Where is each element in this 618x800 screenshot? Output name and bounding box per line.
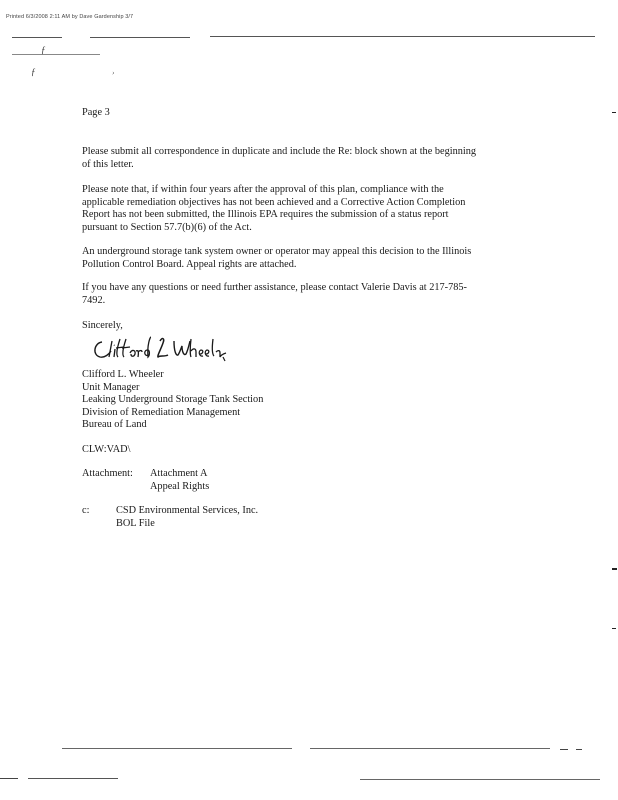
paragraph: [82, 282, 552, 307]
paragraph-line: Please submit all correspondence in duplicate and include the Re: block shown at the beginning: [82, 146, 477, 157]
attachment-item: Appeal Rights: [150, 480, 210, 492]
paragraph-line: applicable remediation objectives has not been achieved and a Corrective Action Completion: [82, 196, 466, 208]
paragraph-line: Pollution Control Board. Appeal rights are attached.: [82, 258, 297, 270]
scan-line-top-mid: [90, 37, 190, 38]
signatory-name: Clifford L. Wheeler: [82, 369, 164, 380]
scan-line-top-2: [12, 54, 100, 55]
attachment-list: [150, 468, 209, 493]
scan-line-bottom: [576, 749, 582, 750]
page-label: Page 3: [82, 107, 110, 118]
paragraph-line: An underground storage tank system owner or operator may appeal this decision to the Illinois: [82, 246, 472, 257]
fax-header: Printed 6/3/2008 2:11 AM by Dave Gardenship 3/7: [6, 14, 134, 20]
scan-line-bottom-2: [360, 779, 600, 780]
closing: Sincerely,: [82, 320, 123, 331]
paragraph: [82, 184, 552, 234]
cc-label: c:: [82, 505, 90, 516]
scan-line-top-left: [12, 37, 62, 38]
cc-list: [116, 505, 258, 530]
cc-item: BOL File: [116, 517, 155, 529]
scan-edge-mark: [612, 112, 616, 113]
paragraph-line: If you have any questions or need further assistance, please contact Valerie Davis at 217-785-: [82, 282, 467, 293]
paragraph: [82, 246, 552, 271]
signatory-division: Division of Remediation Management: [82, 406, 241, 418]
scan-speck: ƒ: [41, 45, 46, 55]
paragraph-line: pursuant to Section 57.7(b)(6) of the Act.: [82, 221, 252, 233]
scan-line-bottom-2: [28, 778, 118, 779]
scan-line-bottom: [560, 749, 568, 750]
attachment-label: Attachment:: [82, 468, 133, 479]
scan-line-bottom: [310, 748, 550, 749]
scan-speck: ›: [112, 69, 115, 77]
scan-speck: ƒ: [31, 67, 36, 77]
scan-line-bottom-2: [0, 778, 18, 779]
attachment-item: Attachment A: [150, 468, 208, 479]
signatory-title: Unit Manager: [82, 381, 140, 393]
cc-item: CSD Environmental Services, Inc.: [116, 505, 259, 516]
paragraph-line: of this letter.: [82, 158, 134, 170]
paragraph-line: 7492.: [82, 294, 106, 306]
scan-edge-mark: [612, 568, 617, 570]
paragraph-line: Report has not been submitted, the Illinois EPA requires the submission of a status report: [82, 209, 449, 221]
scan-line-top-right: [210, 36, 595, 37]
handwritten-signature: [90, 333, 230, 365]
signatory-bureau: Bureau of Land: [82, 419, 147, 431]
signatory-section: Leaking Underground Storage Tank Section: [82, 394, 264, 406]
signature-block: [82, 369, 552, 432]
reference-initials: CLW:VAD\: [82, 444, 131, 455]
paragraph-line: Please note that, if within four years after the approval of this plan, compliance with the: [82, 184, 444, 195]
paragraph: [82, 146, 552, 171]
scan-line-bottom: [62, 748, 292, 749]
scan-edge-mark: [612, 628, 616, 629]
